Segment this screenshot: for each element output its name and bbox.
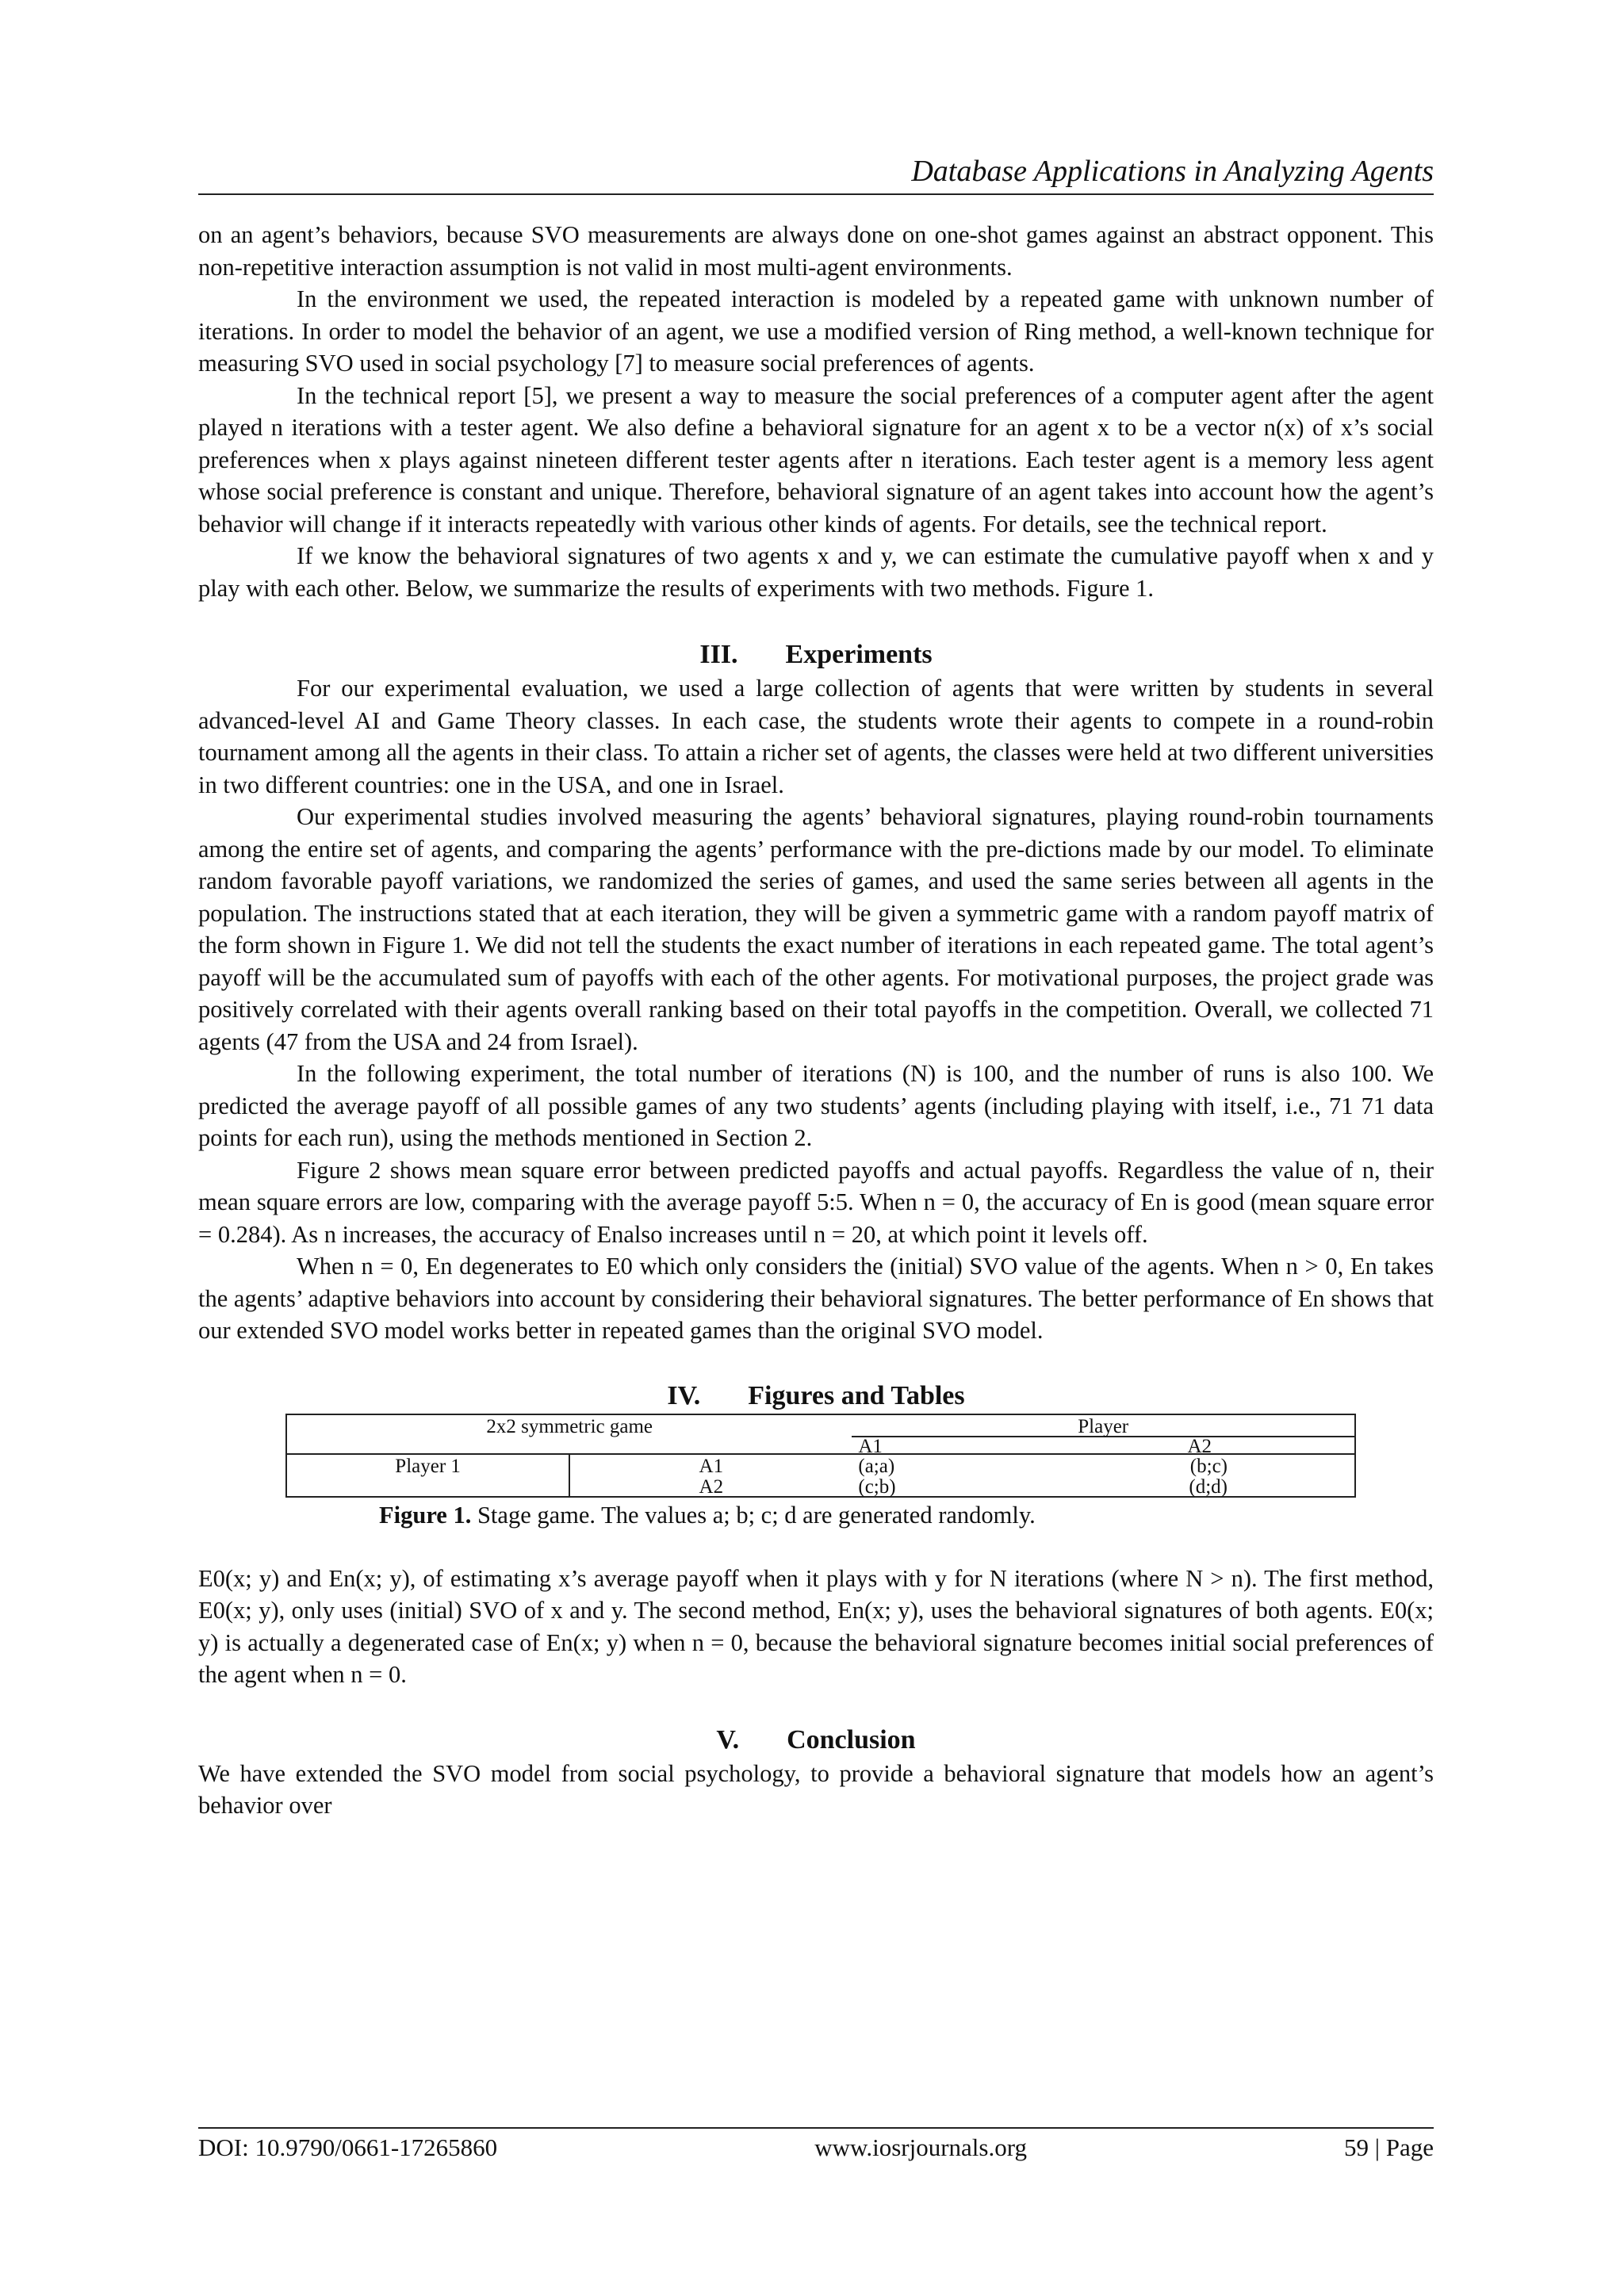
section-heading-experiments — [198, 637, 1434, 672]
figure-caption-text: Stage game. The values a; b; c; d are generated randomly. — [471, 1501, 1036, 1529]
section-heading-figures — [198, 1379, 1434, 1414]
section-title: Experiments — [785, 640, 933, 669]
paragraph: If we know the behavioral signatures of two agents x and y, we can estimate the cumulative payoff when x and y play with each other. Below, we summarize the results of experiments with two methods. Figure 1. — [198, 542, 1434, 602]
paragraph: For our experimental evaluation, we used a large collection of agents that were written by students in several advanced-level AI and Game Theory classes. In each case, the students wrote their agents to compete in a round-robin tournament among all the agents in their class. To attain a richer set of agents, the classes were held at two different universities in two different countries: one in the USA, and one in Israel. — [198, 675, 1434, 798]
paragraph: Our experimental studies involved measuring the agents’ behavioral signatures, playing round-robin tournaments among the entire set of agents, and comparing the agents’ performance with the pre-dictions made by our model. To eliminate random favorable payoff variations, we randomized the series of games, and used the same series between all agents in the population. The instructions stated that at each iteration, they will be given a symmetric game with a random payoff matrix of the form shown in Figure 1. We did not tell the students the exact number of iterations in each repeated game. The total agent’s payoff will be the accumulated sum of payoffs with each of the other agents. For motivational purposes, the project grade was positively correlated with their agents overall ranking based on their total payoffs in the competition. Overall, we collected 71 agents (47 from the USA and 24 from Israel). — [198, 803, 1434, 1055]
paragraph: In the environment we used, the repeated interaction is modeled by a repeated game with unknown number of iterations. In order to model the behavior of an agent, we use a modified version of Ring method, a well-known technique for measuring SVO used in social psychology [7] to measure social preferences of agents. — [198, 285, 1434, 377]
paragraph: We have extended the SVO model from social psychology, to provide a behavioral signature that models how an agent’s behavior over — [198, 1759, 1434, 1819]
section-title: Figures and Tables — [748, 1380, 965, 1410]
footer-page-number: 59 | Page — [1344, 2133, 1434, 2161]
table-column-group: Player — [852, 1414, 1355, 1437]
section-heading-conclusion — [198, 1723, 1434, 1758]
paragraph: Figure 2 shows mean square error between predicted payoffs and actual payoffs. Regardless the value of n, their mean square errors are low, comparing with the average payoff 5:5. When n = 0, the accuracy of En is good (mean square error = 0.284). As n increases, the accuracy of Enalso increases until n = 20, at which point it levels off. — [198, 1156, 1434, 1248]
table-row-label: A2 — [569, 1475, 852, 1497]
paragraph: When n = 0, En degenerates to E0 which only considers the (initial) SVO value of the agents. When n > 0, En takes the agents’ adaptive behaviors into account by considering their behavioral signatures. The better performance of En shows that our extended SVO model works better in repeated games than the original SVO model. — [198, 1253, 1434, 1344]
section-title: Conclusion — [787, 1724, 916, 1755]
figure-caption — [198, 1499, 1434, 1531]
table-col-a2: A2 — [1181, 1437, 1355, 1454]
body-text — [198, 219, 1434, 1822]
table-cell: (c;b) — [852, 1475, 1181, 1497]
table-corner-label: 2x2 symmetric game — [286, 1414, 852, 1437]
section-number: V. — [716, 1724, 740, 1755]
table-row-label: A1 — [569, 1454, 852, 1475]
header-rule — [198, 193, 1434, 195]
table-cell: (d;d) — [1181, 1475, 1355, 1497]
table-cell: (a;a) — [858, 1455, 895, 1477]
figure-caption-label: Figure 1. — [379, 1501, 472, 1529]
table-row-group: Player 1 — [286, 1454, 569, 1475]
table-cell: (b;c) — [1181, 1454, 1355, 1475]
page-footer — [198, 2131, 1434, 2164]
paragraph: E0(x; y) and En(x; y), of estimating x’s average payoff when it plays with y for N iterations (where N > n). The first method, E0(x; y), only uses (initial) SVO of x and y. The second method, En(x; y), uses the behavioral signatures of both agents. E0(x; y) is actually a degenerated case of En(x; y) when n = 0, because the behavioral signature becomes initial social preferences of the agent when n = 0. — [198, 1564, 1434, 1688]
section-number: III. — [699, 640, 738, 669]
section-number: IV. — [667, 1380, 701, 1410]
footer-doi: DOI: 10.9790/0661-17265860 — [198, 2133, 498, 2161]
footer-site: www.iosrjournals.org — [814, 2133, 1027, 2161]
table-col-a1: A1 — [852, 1437, 1181, 1454]
footer-rule — [198, 2127, 1434, 2129]
paragraph: In the following experiment, the total number of iterations (N) is 100, and the number of runs is also 100. We predicted the average payoff of all possible games of any two students’ agents (including playing with itself, i.e., 71 71 data points for each run), using the methods mentioned in Section 2. — [198, 1060, 1434, 1151]
paragraph: In the technical report [5], we present a way to measure the social preferences of a computer agent after the agent played n iterations with a tester agent. We also define a behavioral signature for an agent x to be a vector n(x) of x’s social preferences when x plays against nineteen different tester agents after n iterations. Each tester agent is a memory less agent whose social preference is constant and unique. Therefore, behavioral signature of an agent takes into account how the agent’s behavior will change if it interacts repeatedly with various other kinds of agents. For details, see the technical report. — [198, 381, 1434, 538]
paragraph: on an agent’s behaviors, because SVO measurements are always done on one-shot games against an abstract opponent. This non-repetitive interaction assumption is not valid in most multi-agent environments. — [198, 221, 1434, 281]
stage-game-table — [285, 1414, 1356, 1498]
running-header: Database Applications in Analyzing Agents — [911, 155, 1434, 188]
